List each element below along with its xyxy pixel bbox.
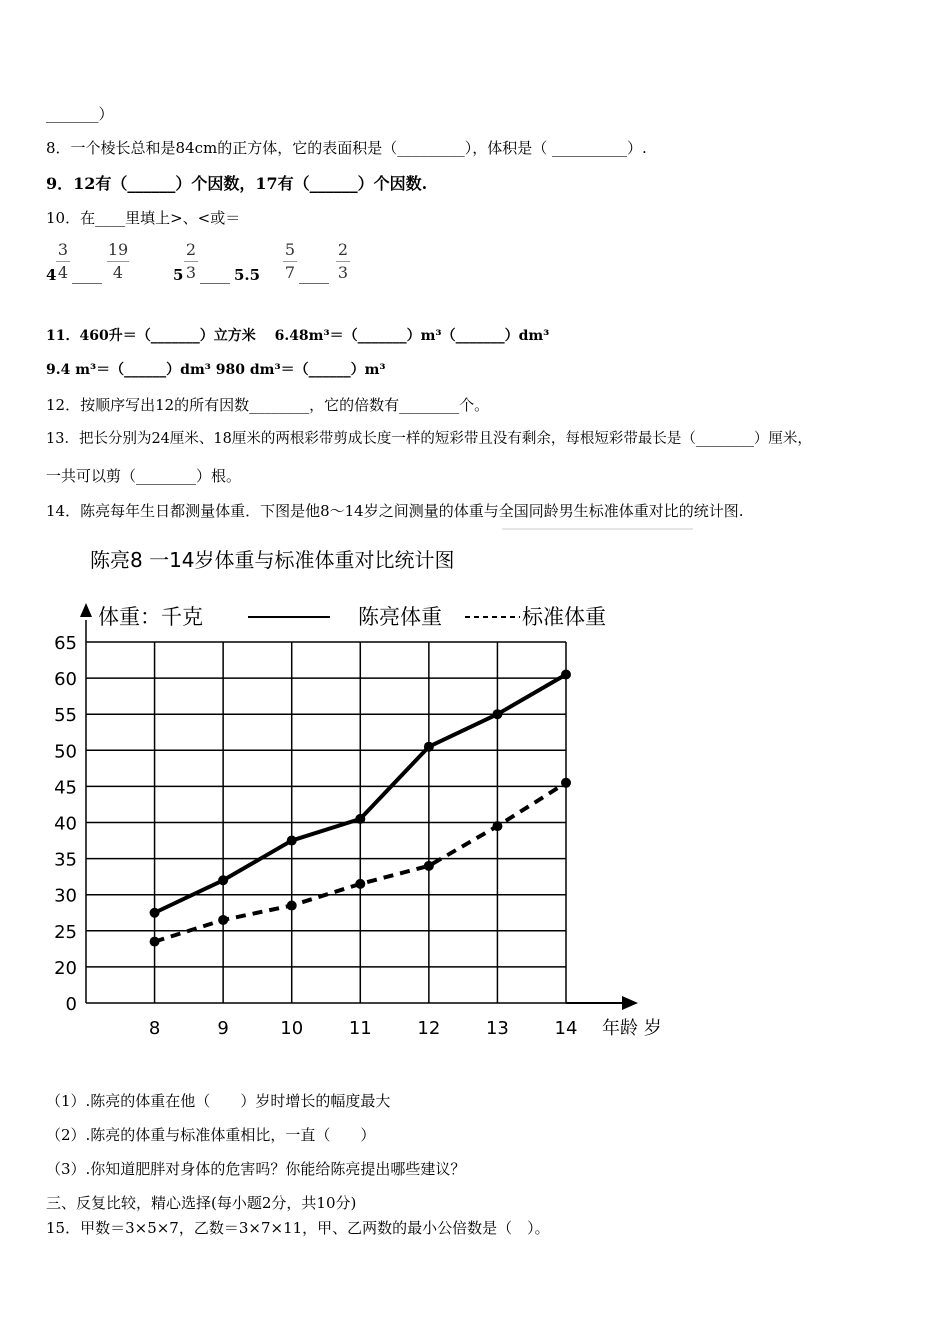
- y-axis-label: 体重：千克: [98, 605, 203, 629]
- point-chenliang: [561, 669, 571, 679]
- point-chenliang: [150, 908, 160, 918]
- y-tick-label: 35: [54, 849, 77, 871]
- x-tick-label: 9: [217, 1018, 229, 1039]
- fraction-5-7: [283, 240, 297, 283]
- y-axis-arrow-icon: [80, 603, 92, 617]
- point-standard: [355, 879, 365, 889]
- y-tick-label: 20: [54, 957, 77, 979]
- question-13-line-1: 13．把长分别为24厘米、18厘米的两根彩带剪成长度一样的短彩带且没有剩余，每根短彩带最长是（________）厘米，: [46, 431, 812, 447]
- y-tick-label: 45: [54, 777, 77, 799]
- numerator: 19: [107, 240, 129, 259]
- fraction-3-4: [56, 240, 70, 283]
- question-9: 9．12有（______）个因数，17有（______）个因数.: [46, 174, 428, 193]
- point-standard: [150, 937, 160, 947]
- whole-5: 5: [173, 266, 184, 284]
- y-tick-label: 0: [65, 994, 77, 1015]
- denominator: 7: [284, 263, 296, 282]
- x-tick-label: 8: [148, 1018, 161, 1039]
- numerator: 2: [337, 240, 349, 259]
- series-line-chenliang: [155, 674, 566, 912]
- y-tick-label: 25: [54, 921, 77, 943]
- point-chenliang: [492, 709, 502, 719]
- point-standard: [287, 901, 297, 911]
- x-tick-label: 13: [485, 1018, 509, 1039]
- y-tick-label: 65: [54, 633, 77, 654]
- question-12: 12．按顺序写出12的所有因数________，它的倍数有________个。: [46, 396, 490, 414]
- numerator: 2: [185, 240, 197, 259]
- legend-dashed-label: 标准体重: [522, 605, 606, 629]
- point-chenliang: [287, 836, 297, 846]
- point-standard: [492, 821, 502, 831]
- point-standard: [424, 861, 434, 871]
- blank-3: ____: [299, 266, 329, 284]
- denominator: 3: [185, 263, 197, 282]
- question-13-line-2: 一共可以剪（________）根。: [46, 467, 242, 485]
- denominator: 4: [57, 263, 69, 282]
- y-tick-label: 50: [54, 741, 77, 763]
- legend-solid-label: 陈亮体重: [358, 605, 442, 629]
- numerator: 5: [284, 240, 296, 259]
- chart-title: 陈亮8 一14岁体重与标准体重对比统计图: [90, 548, 455, 572]
- sub-question-3: （3）.你知道肥胖对身体的危害吗？你能给陈亮提出哪些建议？: [46, 1160, 466, 1178]
- y-tick-label: 55: [54, 705, 77, 727]
- question-11-line-2: 9.4 m³＝（______）dm³ 980 dm³＝（______）m³: [46, 362, 386, 378]
- q7-tail: _______）: [46, 105, 114, 123]
- x-tick-label: 11: [348, 1018, 372, 1039]
- blank-1: ____: [72, 266, 102, 284]
- value-5-5: 5.5: [234, 266, 261, 284]
- y-tick-label: 30: [54, 885, 77, 907]
- fraction-19-4: [107, 240, 129, 283]
- denominator: 3: [337, 263, 349, 282]
- point-chenliang: [424, 742, 434, 752]
- question-15: 15．甲数＝3×5×7，乙数＝3×7×11，甲、乙两数的最小公倍数是（ ）。: [46, 1219, 550, 1237]
- x-tick-label: 12: [417, 1018, 441, 1039]
- x-axis-arrow-icon: [622, 996, 638, 1010]
- section-3-heading: 三、反复比较，精心选择(每小题2分，共10分): [46, 1194, 357, 1212]
- fraction-2-3-a: [184, 240, 198, 283]
- series-line-standard: [155, 783, 566, 942]
- whole-4: 4: [46, 266, 57, 284]
- fraction-2-3-b: [336, 240, 350, 283]
- question-8: 8．一个棱长总和是84cm的正方体，它的表面积是（_________），体积是（ __________）.: [46, 139, 647, 157]
- blank-2: ____: [200, 266, 230, 284]
- x-axis-label: 年龄 岁: [602, 1018, 662, 1039]
- question-10: 10．在____里填上>、<或＝: [46, 209, 241, 227]
- sub-question-2: （2）.陈亮的体重与标准体重相比，一直（ ）: [46, 1126, 376, 1144]
- y-tick-label: 40: [54, 813, 77, 835]
- y-tick-label: 60: [54, 669, 77, 691]
- numerator: 3: [57, 240, 69, 259]
- question-14: 14．陈亮每年生日都测量体重．下图是他8～14岁之间测量的体重与全国同龄男生标准体重对比的统计图.: [46, 502, 744, 520]
- point-chenliang: [218, 875, 228, 885]
- point-standard: [561, 778, 571, 788]
- x-tick-label: 14: [554, 1018, 578, 1039]
- denominator: 4: [112, 263, 124, 282]
- point-chenliang: [355, 814, 365, 824]
- x-tick-label: 10: [280, 1018, 304, 1039]
- point-standard: [218, 915, 228, 925]
- question-11-line-1: 11．460升＝（_______）立方米 6.48m³＝（_______）m³（_______）dm³: [46, 328, 550, 344]
- sub-question-1: （1）.陈亮的体重在他（ ）岁时增长的幅度最大: [46, 1092, 391, 1110]
